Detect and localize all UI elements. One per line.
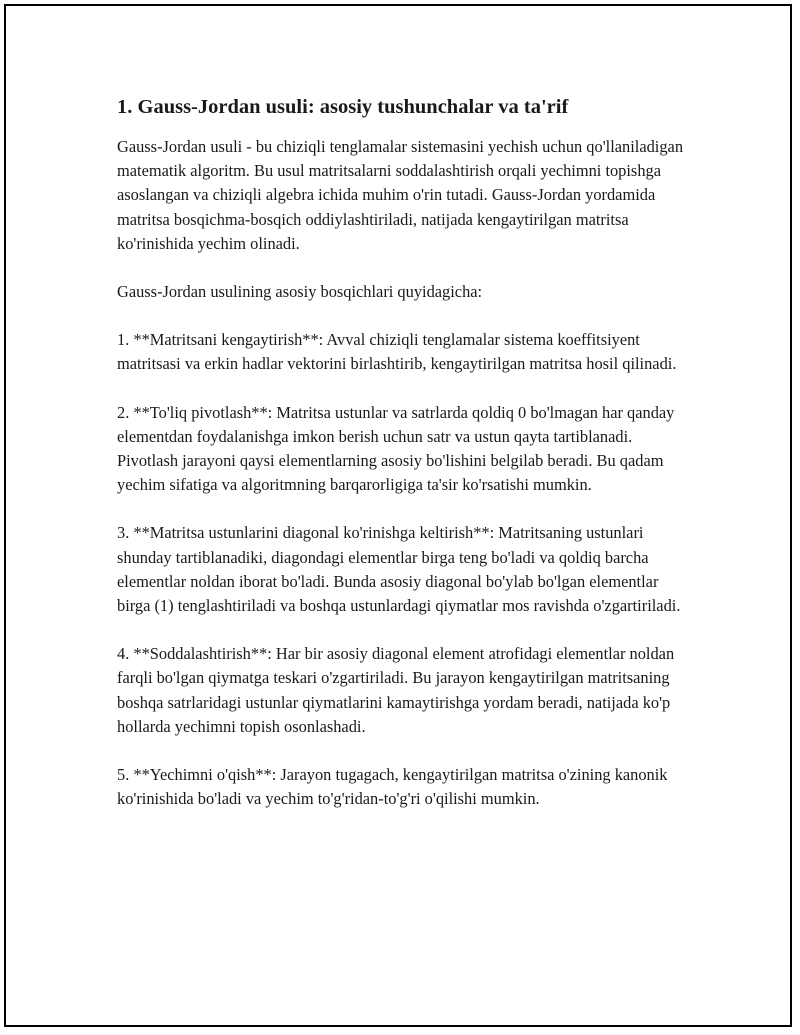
intro-paragraph: Gauss-Jordan usuli - bu chiziqli tenglamalar sistemasini yechish uchun qo'llaniladigan matematik algoritm. Bu usul matritsalarni soddalashtirish orqali yechimni topishga asoslangan va chiziqli algebra ichida muhim o'rin tutadi. Gauss-Jordan yordamida matritsa bosqichma-bosqich oddiylashtiriladi, natijada kengaytirilgan matritsa ko'rinishida yechim olinadi. xyxy=(117,137,684,253)
step-2-paragraph: 2. **To'liq pivotlash**: Matritsa ustunlar va satrlarda qoldiq 0 bo'lmagan har qanday elementdan foydalanishga imkon berish uchun satr va ustun qayta tartiblanadi. Pivotlash jarayoni qaysi elementlarning asosiy bo'lishini belgilab beradi. Bu qadam yechim sifatiga va algoritmning barqarorligiga ta'sir ko'rsatishi mumkin. xyxy=(117,402,675,495)
step-4-paragraph: 4. **Soddalashtirish**: Har bir asosiy diagonal element atrofidagi elementlar noldan farqli bo'lgan qiymatga teskari o'zgartiriladi. Bu jarayon kengaytirilgan matritsaning boshqa satrlaridagi ustunlar qiymatlarini kamaytirishga yordam beradi, natijada ko'p hollarda yechimni topish osonlashadi. xyxy=(117,644,675,736)
steps-heading-paragraph: Gauss-Jordan usulining asosiy bosqichlari quyidagicha: xyxy=(117,282,483,302)
step-3-paragraph: 3. **Matritsa ustunlarini diagonal ko'rinishga keltirish**: Matritsaning ustunlari shunday tartiblanadiki, diagondagi elementlar birga teng bo'ladi va qoldiq barcha elementlar noldan iborat bo'ladi. Bunda asosiy diagonal bo'ylab bo'lgan elementlar birga (1) tenglashtiriladi va boshqa ustunlardagi qiymatlar mos ravishda o'zgartiriladi. xyxy=(117,523,681,616)
section-title: 1. Gauss-Jordan usuli: asosiy tushunchalar va ta'rif xyxy=(117,96,569,118)
step-5-paragraph: 5. **Yechimni o'qish**: Jarayon tugagach, kengaytirilgan matritsa o'zining kanonik ko'rinishida bo'ladi va yechim to'g'ridan-to'g'ri o'qilishi mumkin. xyxy=(117,765,668,809)
document-body xyxy=(117,93,692,835)
step-1-paragraph: 1. **Matritsani kengaytirish**: Avval chiziqli tenglamalar sistema koeffitsiyent matritsasi va erkin hadlar vektorini birlashtirib, kengaytirilgan matritsa hosil qilinadi. xyxy=(117,330,677,374)
